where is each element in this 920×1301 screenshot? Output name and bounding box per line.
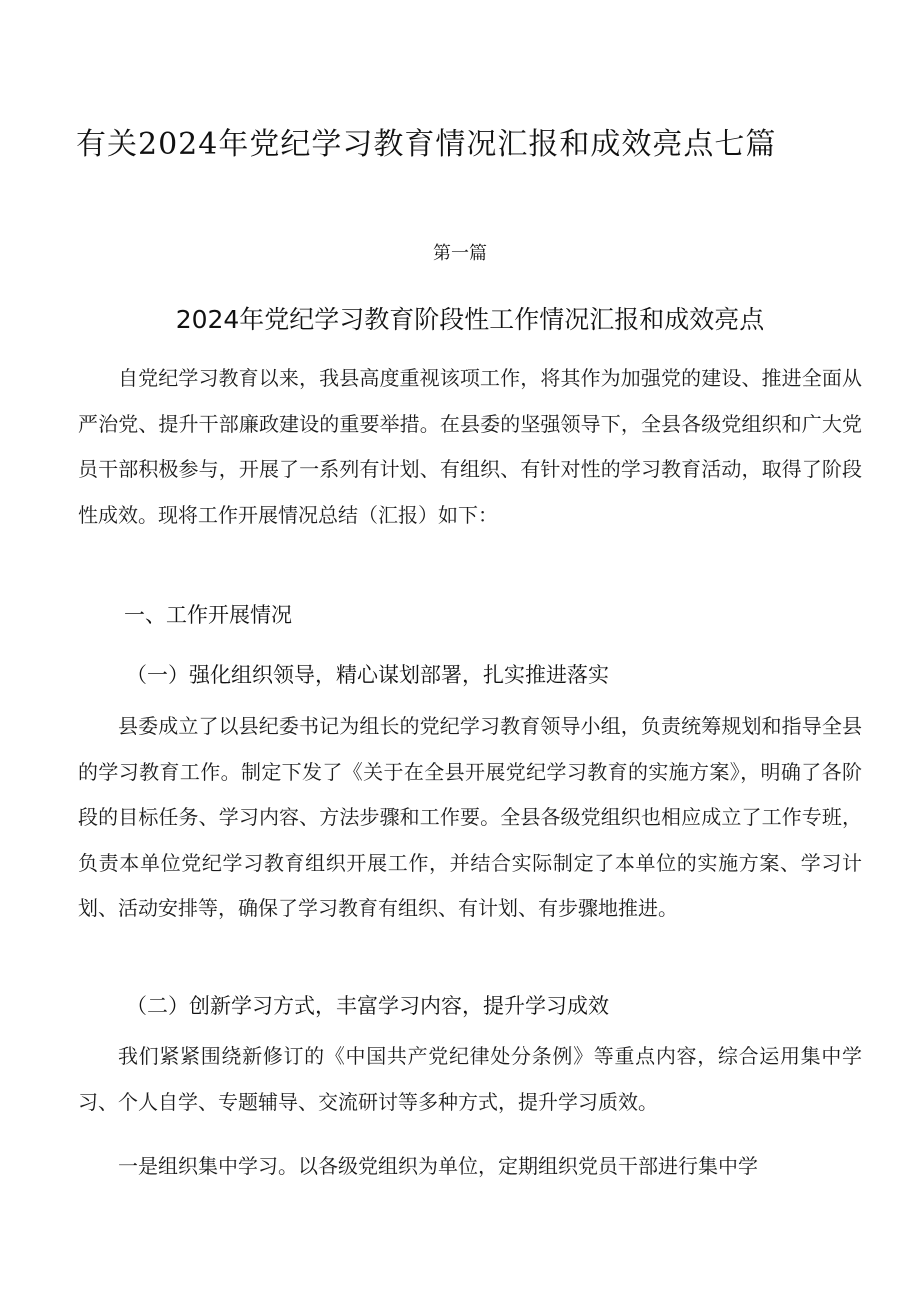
part-title: 2024年党纪学习教育阶段性工作情况汇报和成效亮点 <box>175 305 765 334</box>
subsection-1-paragraph: 县委成立了以县纪委书记为组长的党纪学习教育领导小组，负责统筹规划和指导全县的学习教育工作。制定下发了《关于在全县开展党纪学习教育的实施方案》，明确了各阶段的目标任务、学习内容、方法步骤和工作要。全县各级党组织也相应成立了工作专班，负责本单位党纪学习教育组织开展工作，并结合实际制定了本单位的实施方案、学习计划、活动安排等，确保了学习教育有组织、有计划、有步骤地推进。 <box>78 714 862 920</box>
part-label: 第一篇 <box>433 243 487 264</box>
document-title: 有关2024年党纪学习教育情况汇报和成效亮点七篇 <box>76 127 777 162</box>
item-1-paragraph: 一是组织集中学习。以各级党组织为单位，定期组织党员干部进行集中学 <box>118 1154 758 1178</box>
subsection-heading-1: （一）强化组织领导，精心谋划部署，扎实推进落实 <box>126 663 609 687</box>
section-heading-1: 一、工作开展情况 <box>124 603 292 627</box>
subsection-heading-2: （二）创新学习方式，丰富学习内容，提升学习成效 <box>126 994 609 1018</box>
intro-paragraph: 自党纪学习教育以来，我县高度重视该项工作，将其作为加强党的建设、推进全面从严治党、提升干部廉政建设的重要举措。在县委的坚强领导下，全县各级党组织和广大党员干部积极参与，开展了一系列有计划、有组织、有针对性的学习教育活动，取得了阶段性成效。现将工作开展情况总结（汇报）如下： <box>78 366 862 527</box>
subsection-2-paragraph: 我们紧紧围绕新修订的《中国共产党纪律处分条例》等重点内容，综合运用集中学习、个人自学、专题辅导、交流研讨等多种方式，提升学习质效。 <box>78 1044 862 1114</box>
